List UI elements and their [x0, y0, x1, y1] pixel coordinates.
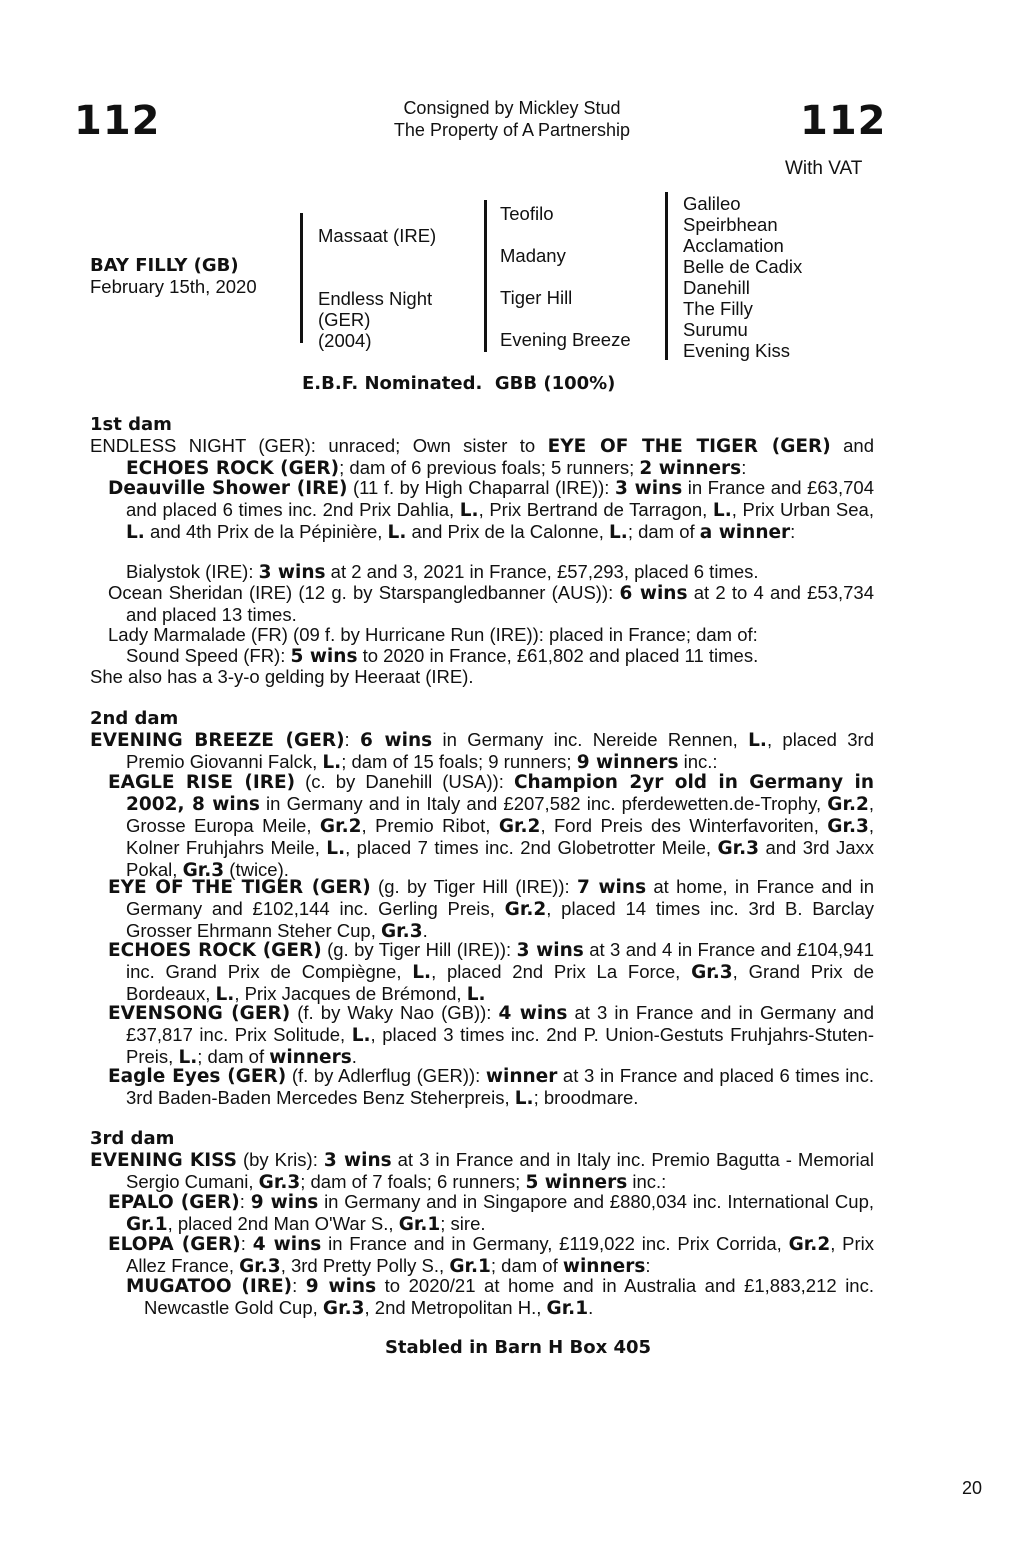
sire-dam: Madany	[500, 245, 566, 266]
first-dam-grandproduce-2: Sound Speed (FR): 5 wins to 2020 in France, £61,802 and placed 11 times.	[126, 645, 759, 667]
property-line: The Property of A Partnership	[393, 120, 631, 140]
gen3-ancestor: Danehill	[683, 277, 750, 298]
third-dam-produce-1: EPALO (GER): 9 wins in Germany and in Singapore and £880,034 inc. International Cup, Gr.1, placed 2nd Man O'War S., Gr.1; sire.	[108, 1191, 875, 1235]
first-dam-closing: She also has a 3-y-o gelding by Heeraat (IRE).	[90, 666, 474, 687]
first-dam-heading: 1st dam	[90, 414, 172, 435]
horse-name: BAY FILLY (GB)	[90, 255, 239, 276]
third-dam-heading: 3rd dam	[90, 1128, 175, 1149]
consignor-line: Consigned by Mickley Stud	[403, 98, 621, 118]
third-dam-produce-2: ELOPA (GER): 4 wins in France and in Germany, £119,022 inc. Prix Corrida, Gr.2, Prix Allez France, Gr.3, 3rd Pretty Polly S., Gr.1; dam of winners:	[108, 1233, 875, 1277]
nominated-line	[302, 373, 615, 394]
dam-line-3: (2004)	[318, 330, 372, 351]
second-dam-summary: EVENING BREEZE (GER): 6 wins in Germany inc. Nereide Rennen, L., placed 3rd Premio Giovanni Falck, L.; dam of 15 foals; 9 runners; 9 winners inc.:	[90, 729, 874, 773]
vat-label: With VAT	[785, 158, 863, 179]
sire-sire: Teofilo	[500, 203, 554, 224]
sire: Massaat (IRE)	[318, 225, 437, 246]
gen3-ancestor: Galileo	[683, 193, 741, 214]
first-dam-summary: ENDLESS NIGHT (GER): unraced; Own sister to EYE OF THE TIGER (GER) and ECHOES ROCK (GER); dam of 6 previous foals; 5 runners; 2 winners:	[90, 435, 874, 479]
second-dam-heading: 2nd dam	[90, 708, 179, 729]
lot-number-right: 112	[800, 98, 887, 144]
horse-dob: February 15th, 2020	[90, 276, 257, 297]
dam-dam: Evening Breeze	[500, 329, 631, 350]
gen3-ancestor: Belle de Cadix	[683, 256, 803, 277]
third-dam-grandproduce-1: MUGATOO (IRE): 9 wins to 2020/21 at home and in Australia and £1,883,212 inc. Newcastle Gold Cup, Gr.3, 2nd Metropolitan H., Gr.1.	[126, 1275, 874, 1319]
dam	[318, 288, 432, 351]
dam-line-2: (GER)	[318, 309, 371, 330]
gen3-ancestor: Speirbhean	[683, 214, 778, 235]
first-dam-grandproduce-1: Bialystok (IRE): 3 wins at 2 and 3, 2021 in France, £57,293, placed 6 times.	[126, 561, 759, 583]
second-dam-produce-3: ECHOES ROCK (GER) (g. by Tiger Hill (IRE)): 3 wins at 3 and 4 in France and £104,941 inc. Grand Prix de Compiègne, L., placed 2nd Prix La Force, Gr.3, Grand Prix de Bordeaux, L., Prix Jacques de Brémond, L.	[108, 939, 874, 1005]
stabled-location: Stabled in Barn H Box 405	[384, 1337, 652, 1358]
pedigree-divider-3	[665, 192, 668, 360]
second-dam-produce-1: EAGLE RISE (IRE) (c. by Danehill (USA)): Champion 2yr old in Germany in 2002, 8 wins in Germany and in Italy and £207,582 inc. pferdewetten.de-Trophy, Gr.2, Grosse Europa Meile, Gr.2, Premio Ribot, Gr.2, Ford Preis des Winterfavoriten, Gr.3, Kolner Fruhjahrs Meile, L., placed 7 times inc. 2nd Globetrotter Meile, Gr.3 and 3rd Jaxx Pokal, Gr.3 (twice).	[108, 771, 874, 881]
consignor-block	[300, 97, 724, 141]
second-dam-produce-5: Eagle Eyes (GER) (f. by Adlerflug (GER)): winner at 3 in France and placed 6 times inc. 3rd Baden-Baden Mercedes Benz Steherpreis, L.; broodmare.	[108, 1065, 874, 1109]
dam-line-1: Endless Night	[318, 288, 433, 309]
first-dam-produce-3: Lady Marmalade (FR) (09 f. by Hurricane Run (IRE)): placed in France; dam of:	[108, 624, 758, 645]
dam-sire: Tiger Hill	[500, 287, 573, 308]
second-dam-produce-4: EVENSONG (GER) (f. by Waky Nao (GB)): 4 wins at 3 in France and in Germany and £37,817 inc. Prix Solitude, L., placed 3 times inc. 2nd P. Union-Gestuts Fruhjahrs-Stuten-Preis, L.; dam of winners.	[108, 1002, 875, 1068]
lot-number-left: 112	[74, 98, 161, 144]
pedigree-divider-1	[300, 213, 303, 343]
gen3-ancestor: Surumu	[683, 319, 748, 340]
first-dam-produce-2: Ocean Sheridan (IRE) (12 g. by Starspangledbanner (AUS)): 6 wins at 2 to 4 and £53,734 and placed 13 times.	[108, 582, 874, 625]
gen3-ancestor: Acclamation	[683, 235, 784, 256]
page-number: 20	[962, 1478, 983, 1498]
third-dam-summary: EVENING KISS (by Kris): 3 wins at 3 in France and in Italy inc. Premio Bagutta - Memorial Sergio Cumani, Gr.3; dam of 7 foals; 6 runners; 5 winners inc.:	[90, 1149, 874, 1193]
gen3-ancestor: The Filly	[683, 298, 753, 319]
second-dam-produce-2: EYE OF THE TIGER (GER) (g. by Tiger Hill (IRE)): 7 wins at home, in France and in Germany and £102,144 inc. Gerling Preis, Gr.2, placed 14 times inc. 3rd B. Barclay Grosser Ehrmann Steher Cup, Gr.3.	[108, 876, 874, 942]
first-dam-produce-1: Deauville Shower (IRE) (11 f. by High Chaparral (IRE)): 3 wins in France and £63,704 and placed 6 times inc. 2nd Prix Dahlia, L., Prix Bertrand de Tarragon, L., Prix Urban Sea, L. and 4th Prix de la Pépinière, L. and Prix de la Calonne, L.; dam of a winner:	[108, 477, 874, 543]
ebf-nominated: E.B.F. Nominated.	[302, 373, 483, 394]
gbb-label: GBB (100%)	[494, 373, 616, 394]
gen3-ancestor: Evening Kiss	[683, 340, 790, 361]
pedigree-divider-2	[484, 200, 487, 352]
third-generation	[683, 193, 802, 361]
